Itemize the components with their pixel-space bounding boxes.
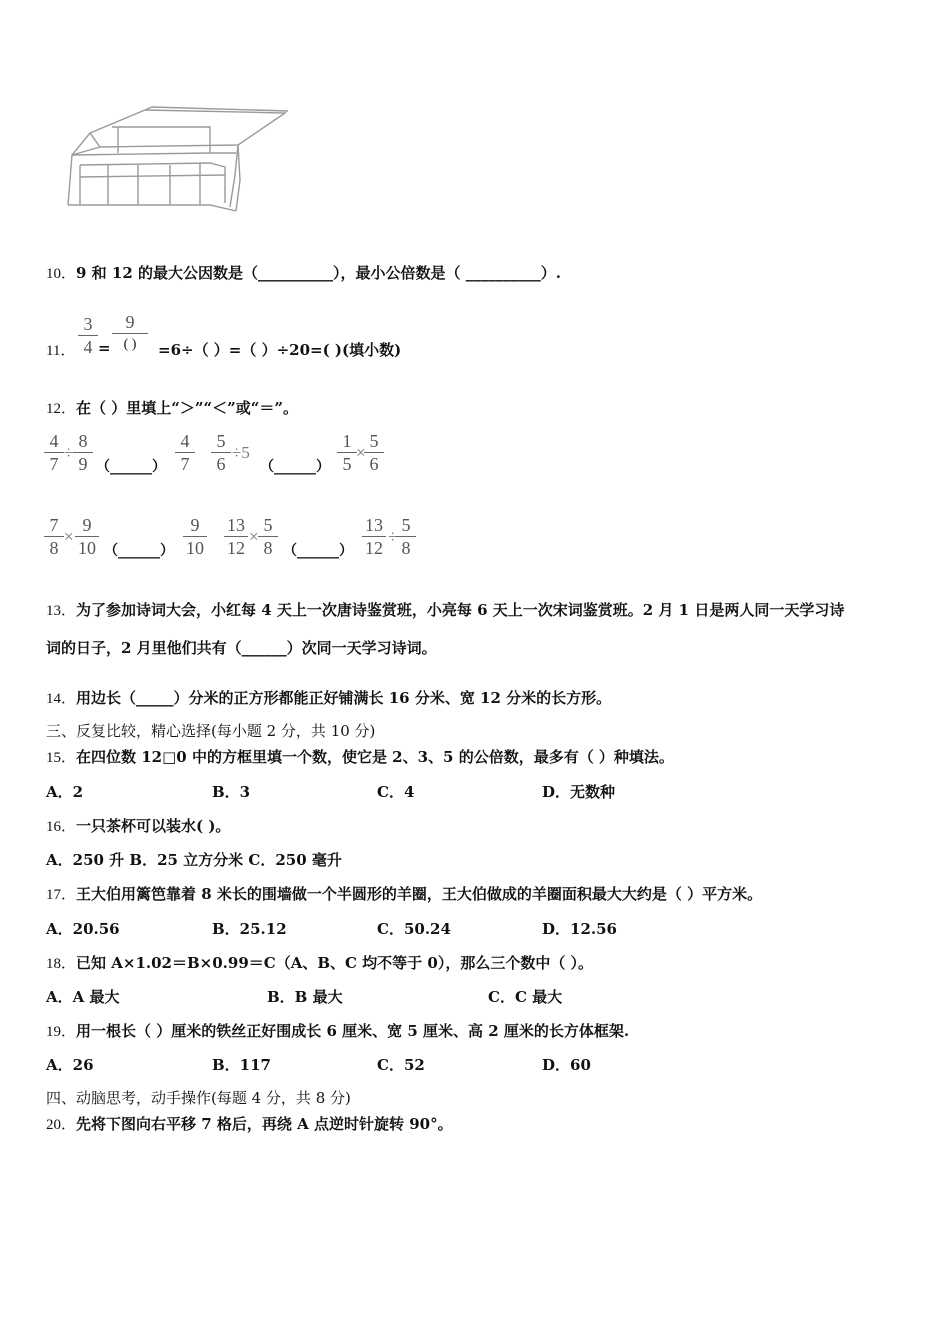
numerator: 3 [83,314,93,334]
fraction: 9 10 [181,515,209,558]
question-text: 用边长（_____）分米的正方形都能正好铺满长 16 分米、宽 12 分米的长方形。 [76,689,612,707]
question-14 [46,687,611,708]
option[interactable]: B．25.12 [212,920,287,938]
question-19 [46,1020,629,1041]
fraction: 5 8 [256,515,280,558]
fraction: 9 10 [73,515,101,558]
fraction: 13 12 [222,515,250,558]
option[interactable]: A．26 [46,1056,94,1074]
fraction: 13 12 [360,515,388,558]
fraction: 5 6 [362,431,386,474]
question-13-continued: 词的日子，2 月里他们共有（______）次同一天学习诗词。 [46,639,437,657]
option[interactable]: A．A 最大 [46,988,120,1006]
option[interactable]: A．2 [46,783,84,801]
question-text: 在四位数 12□0 中的方框里填一个数，使它是 2、3、5 的公倍数，最多有（ ）种填法。 [76,748,674,766]
equals-sign: = [98,339,111,357]
fraction: 8 9 [71,431,95,474]
fraction [110,312,150,355]
question-number: 12． [46,401,77,417]
question-text: =6÷（ ）=（ ）÷20=( )(填小数) [158,341,402,359]
question-text: 王大伯用篱笆靠着 8 米长的围墙做一个半圆形的羊圈，王大伯做成的羊圈面积最大大约是（ ）平方米。 [76,885,763,903]
question-number: 13． [46,603,77,619]
question-15 [46,746,674,767]
question-12 [46,397,298,418]
options-16[interactable]: A．250 升 B．25 立方分米 C．250 毫升 [46,851,342,869]
denominator: 4 [83,337,93,357]
fraction [76,314,100,357]
fraction: 5 8 [394,515,418,558]
question-17 [46,883,762,904]
question-text: 用一根长（ ）厘米的铁丝正好围成长 6 厘米、宽 5 厘米、高 2 厘米的长方体框架. [76,1022,630,1040]
operator: ÷5 [232,443,250,462]
option[interactable]: B．117 [212,1056,271,1074]
operator: × [249,527,259,546]
question-20 [46,1113,453,1134]
question-text: 一只茶杯可以装水( )。 [76,817,231,835]
fraction: 7 8 [42,515,66,558]
answer-blank[interactable]: （______） [260,459,330,475]
question-text: 已知 A×1.02＝B×0.99＝C（A、B、C 均不等于 0），那么三个数中（ ）。 [76,954,594,972]
option[interactable]: C．52 [377,1056,425,1074]
question-number: 15． [46,750,77,766]
fraction: 5 6 [209,431,233,474]
section-heading: 三、反复比较，精心选择(每小题 2 分，共 10 分) [46,722,376,740]
fraction: 1 5 [335,431,359,474]
operator: ÷ [64,443,74,462]
denominator: ( ) [123,337,137,352]
option[interactable]: C．C 最大 [488,988,563,1006]
question-10 [46,262,561,283]
question-number: 10． [46,266,77,282]
numerator: 9 [125,312,135,332]
question-number: 16． [46,819,77,835]
question-number: 18． [46,956,77,972]
answer-blank[interactable]: （______） [104,543,174,559]
option[interactable]: C．50.24 [377,920,451,938]
question-16 [46,815,230,836]
answer-blank[interactable]: （______） [283,543,353,559]
question-text: 为了参加诗词大会，小红每 4 天上一次唐诗鉴赏班，小亮每 6 天上一次宋词鉴赏班。2 月 1 日是两人同一天学习诗 [76,601,845,619]
question-13 [46,599,844,620]
fraction: 4 7 [173,431,197,474]
section-heading: 四、动脑思考，动手操作(每题 4 分，共 8 分) [46,1089,351,1107]
option[interactable]: A．20.56 [46,920,120,938]
question-number: 20． [46,1117,77,1133]
question-number: 19． [46,1024,77,1040]
option[interactable]: B．B 最大 [267,988,343,1006]
operator: × [64,527,74,546]
option[interactable]: D．12.56 [542,920,617,938]
answer-blank[interactable]: （______） [96,459,166,475]
operator: ÷ [388,527,398,546]
option[interactable]: D．无数种 [542,783,616,801]
box-sketch-figure [60,105,295,215]
question-text: 先将下图向右平移 7 格后，再绕 A 点逆时针旋转 90°。 [76,1115,453,1133]
operator: × [356,443,366,462]
option[interactable]: C．4 [377,783,415,801]
fraction: 4 7 [42,431,66,474]
question-number: 17． [46,887,77,903]
question-text: 9 和 12 的最大公因数是（__________），最小公倍数是（ __________）. [76,264,561,282]
question-number: 14． [46,691,77,707]
question-number: 11． [46,343,76,359]
question-text: 在（ ）里填上“＞”“＜”或“＝”。 [76,399,299,417]
question-18 [46,952,593,973]
option[interactable]: D．60 [542,1056,591,1074]
option[interactable]: B．3 [212,783,251,801]
